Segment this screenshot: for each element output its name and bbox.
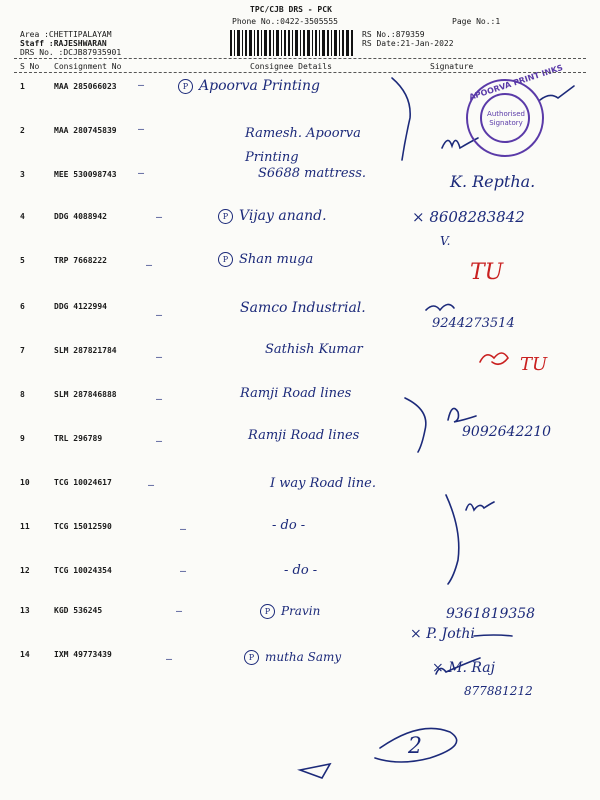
row-consignee: Ramesh. Apoorva Printing — [245, 126, 361, 165]
row-consignee-text: Apoorva Printing — [199, 78, 321, 94]
row-consignment: MEE 530098743 — [54, 170, 117, 179]
row-4-name: V. — [440, 234, 451, 248]
signature-rows-8-9 — [448, 408, 476, 422]
row-sno: 11 — [20, 522, 30, 531]
row-consignee-text: Vijay anand. — [239, 208, 327, 224]
header-bottom-rule — [14, 72, 586, 73]
row-sno: 5 — [20, 256, 25, 265]
row-sno: 2 — [20, 126, 25, 135]
signature-row-6 — [426, 304, 454, 310]
row-consignee: S6688 mattress. — [258, 166, 367, 181]
row-dash: ‒ — [180, 524, 187, 535]
p-mark: P — [218, 252, 233, 267]
document-title: TPC/CJB DRS - PCK — [250, 5, 332, 14]
row-consignee: Ramji Road lines — [240, 386, 352, 401]
row-sno: 6 — [20, 302, 25, 311]
row-sno: 1 — [20, 82, 25, 91]
row-dash: ‒ — [176, 606, 183, 617]
row-consignee: Ramji Road lines — [248, 428, 360, 443]
row-dash: ‒ — [156, 436, 163, 447]
row-consignment: KGD 536245 — [54, 606, 103, 615]
row-sno: 13 — [20, 606, 30, 615]
row-14-sign-text: M. Raj — [448, 660, 495, 676]
row-consignment: DDG 4122994 — [54, 302, 107, 311]
row-consignee — [218, 208, 327, 224]
signature-top-right — [540, 86, 574, 100]
row-sno: 9 — [20, 434, 25, 443]
bracket-rows-8-9 — [405, 398, 426, 452]
row-signature: 877881212 — [464, 684, 533, 698]
row-dash: ‒ — [156, 212, 163, 223]
column-signature: Signature — [430, 62, 474, 71]
rs-number: RS No.:879359 — [362, 30, 425, 39]
row-signature: × 8608283842 — [412, 208, 525, 226]
row-consignee — [218, 252, 313, 267]
bottom-arrow-mark — [300, 764, 330, 778]
row-consignment: SLM 287846888 — [54, 390, 117, 399]
row-sno: 14 — [20, 650, 30, 659]
signature-rows-1-2 — [442, 138, 478, 148]
bracket-rows-10-12 — [446, 495, 459, 584]
page-number: Page No.:1 — [452, 17, 501, 26]
row-14-sign: × M. Raj — [432, 660, 495, 676]
row-sno: 12 — [20, 566, 30, 575]
row-consignee: I way Road line. — [270, 476, 376, 491]
row-signature: 9361819358 — [446, 606, 536, 622]
row-consignment: DDG 4088942 — [54, 212, 107, 221]
phone-number: Phone No.:0422-3505555 — [232, 17, 338, 26]
row-signature: K. Reptha. — [450, 172, 536, 191]
row-consignee-text: Pravin — [281, 604, 321, 618]
phone-note: 8608283842 — [429, 208, 525, 226]
row-sno: 7 — [20, 346, 25, 355]
row-consignment: TCG 15012590 — [54, 522, 112, 531]
row-consignment: TRP 7668222 — [54, 256, 107, 265]
signature-rows-10-12 — [466, 502, 494, 510]
stamp-outer-text: APOORVA PRINT INKS — [468, 63, 565, 102]
row-signature: 9244273514 — [432, 316, 515, 331]
row-consignment: MAA 285066023 — [54, 82, 117, 91]
row-consignee: Sathish Kumar — [265, 342, 363, 357]
p-mark: P — [244, 650, 259, 665]
row-sno: 8 — [20, 390, 25, 399]
row-consignment: TCG 10024354 — [54, 566, 112, 575]
row-sno: 3 — [20, 170, 25, 179]
column-consignment: Consignment No — [54, 62, 122, 71]
staff-label: Staff :RAJESHWARAN — [20, 39, 107, 48]
p-mark: P — [260, 604, 275, 619]
row-consignee-text: Shan muga — [239, 252, 314, 267]
bottom-mark: 2 — [408, 734, 422, 759]
row-consignee — [260, 604, 320, 619]
row-dash: ‒ — [156, 352, 163, 363]
row-consignment: TCG 10024617 — [54, 478, 112, 487]
row-consignee: - do - — [272, 518, 306, 533]
header-top-rule — [14, 58, 586, 59]
row-sno: 4 — [20, 212, 25, 221]
row-consignee — [244, 650, 341, 665]
row-consignee: Samco Industrial. — [240, 300, 366, 316]
row-dash: ‒ — [138, 80, 145, 91]
barcode-bars — [230, 30, 353, 56]
row-dash: ‒ — [156, 394, 163, 405]
column-sno: S No — [20, 62, 40, 71]
p-mark: P — [218, 209, 233, 224]
drs-number: DRS No. :DCJB87935901 — [20, 48, 122, 57]
row-13-name-text: P. Jothi — [426, 626, 475, 642]
row-consignee — [178, 78, 320, 94]
row-dash: ‒ — [138, 168, 145, 179]
row-consignee: - do - — [284, 563, 318, 578]
row-signature: 9092642210 — [462, 424, 552, 440]
row-dash: ‒ — [138, 124, 145, 135]
row-consignee-text: mutha Samy — [265, 650, 342, 664]
signature-row-13 — [474, 635, 512, 636]
row-signature: TU — [470, 260, 504, 285]
area-label: Area :CHETTIPALAYAM — [20, 30, 112, 39]
row-signature: TU — [520, 354, 548, 375]
row-dash: ‒ — [156, 310, 163, 321]
row-consignment: MAA 280745839 — [54, 126, 117, 135]
row-sno: 10 — [20, 478, 30, 487]
column-consignee: Consignee Details — [250, 62, 332, 71]
red-signature-row-7 — [480, 353, 508, 364]
row-dash: ‒ — [166, 654, 173, 665]
p-mark: P — [178, 79, 193, 94]
row-consignment: SLM 287821784 — [54, 346, 117, 355]
row-consignment: TRL 296789 — [54, 434, 103, 443]
row-dash: ‒ — [146, 260, 153, 271]
row-13-name: × P. Jothi — [410, 626, 475, 642]
row-consignment: IXM 49773439 — [54, 650, 112, 659]
row-dash: ‒ — [148, 480, 155, 491]
stamp-inner-text: Authorised Signatory — [487, 110, 525, 127]
row-dash: ‒ — [180, 566, 187, 577]
rs-date: RS Date:21-Jan-2022 — [362, 39, 454, 48]
